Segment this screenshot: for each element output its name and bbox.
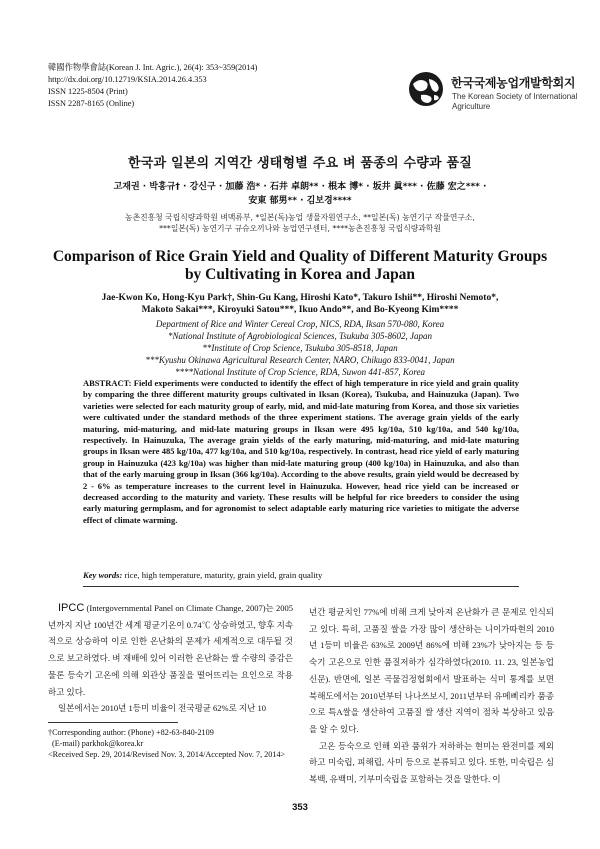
journal-header — [48, 62, 257, 110]
affiliation-line-4: ***Kyushu Okinawa Agricultural Research Center, NARO, Chikugo 833-0041, Japan — [145, 355, 455, 365]
affiliation-line-2: *National Institute of Agrobiological Sciences, Tsukuba 305-8602, Japan — [168, 331, 432, 341]
abstract-divider — [83, 586, 519, 587]
author-email[interactable]: (E-mail) parkhok@korea.kr — [52, 739, 144, 748]
keywords — [83, 570, 519, 580]
english-authors — [0, 292, 600, 316]
korean-authors-line-1: 고재권 · 박홍규† · 강신구 · 加藤 浩* · 石井 卓朗** · 根本 博* · 坂井 眞*** · 佐藤 宏之*** · — [113, 182, 487, 192]
body-paragraph: 년간 평균치인 77%에 비해 크게 낮아져 온난화가 큰 문제로 인식되고 있다. 특히, 고품질 쌀을 가장 많이 생산하는 니이가따현의 2010년 1등미 비율은 63%로 2009년 86%에 비해 23%가 낮아지는 등 등숙기 고온으로 인한 품질저하가 심각하였다(2010. 11. 23, 일본농업신문). 반면에, 일본 곡물검정협회에서 발표하는 식미 통계를 보면 북해도에서는 2010년부터 나나쓰보시, 2011년부터 유메삐리카 품종으로 특A쌀을 생산하여 고품질 쌀 생산 지역이 점차 북상하고 있음을 알 수 있다. — [309, 607, 554, 734]
globe-icon — [407, 70, 445, 108]
korean-authors-line-2: 安東 郁男** · 김보경**** — [248, 196, 352, 206]
society-name-en-2: Agriculture — [452, 102, 491, 111]
korean-authors — [0, 180, 600, 208]
keywords-text: rice, high temperature, maturity, grain yield, grain quality — [124, 570, 323, 580]
korean-affiliations — [0, 212, 600, 234]
footnote — [48, 727, 298, 760]
body-column-left — [48, 600, 293, 717]
issn-online: ISSN 2287-8165 (Online) — [48, 99, 135, 108]
journal-citation: 韓國作物學會誌(Korean J. Int. Agric.), 26(4): 353~359(2014) — [48, 63, 258, 72]
body-column-right — [309, 604, 554, 788]
english-affiliations — [0, 318, 600, 378]
abstract: ABSTRACT: Field experiments were conducted to identify the effect of high temperature in rice yield and grain quality by comparing the three different maturity groups cultivated in Iksan (Korea), Tsukuba, and Hainuzuka (Japan). Two varieties were selected for each maturity group of early, mid, and mid-late maturing from Korea, and those six varieties were cultivated under the standard methods of the three experiment stations. The average grain yields of the early maturing, mid-maturing, and mid-late maturing groups in Iksan were 495 kg/10a, 510 kg/10a, and 540 kg/10a, respectively. In Hainuzuka, The average grain yields of the early maturing, mid-maturing, and mid-late maturing groups in Iksan were 485 kg/10a, 477 kg/10a, and 510 kg/10a, respectively. In contrast, head rice yield of early maturing group in Hainuzuka (423 kg/10a) was higher than mid-late maturing group (400 kg/10a) in Hainuzuka, and also than that of the early maruing group in Iksan (366 kg/10a). According to the above results, grain yield would be decreased by 2 - 6% as temperature increases to the current level in Hainuzuka. However, head rice yield can be increased or decreased according to the maturity and variety. These results will be helpful for rice breeders to consider the using early maturing germplasm, and for agronomist to select adaptable early maturing rice varieties to mitigate the adverse effect of climate warming. — [83, 378, 519, 525]
received-dates: <Received Sep. 29, 2014/Revised Nov. 3, 2014/Accepted Nov. 7, 2014> — [48, 750, 286, 759]
affiliation-line-1: Department of Rice and Winter Cereal Crop, NICS, RDA, Iksan 570-080, Korea — [155, 319, 445, 329]
corresponding-author: †Corresponding author: (Phone) +82-63-840-2109 — [48, 728, 214, 737]
korean-affiliation-line-2: ***일본(독) 농연기구 규슈오끼나와 농업연구센터, ****농촌진흥청 국립식량과학원 — [159, 224, 441, 233]
issn-print: ISSN 1225-8504 (Print) — [48, 87, 128, 96]
korean-title: 한국과 일본의 지역간 생태형별 주요 벼 품종의 수량과 품질 — [128, 156, 472, 171]
body-paragraph: 일본에서는 2010년 1등미 비율이 전국평균 62%로 지난 10 — [58, 703, 267, 714]
korean-affiliation-line-1: 농촌진흥청 국립식량과학원 벼맥류부, *일본(독)농업 생물자원연구소, **일본(독) 농연기구 작물연구소, — [125, 213, 475, 222]
english-title — [0, 248, 600, 284]
society-name-ko: 한국국제농업개발학회지 — [451, 76, 576, 90]
keywords-label: Key words: — [83, 570, 123, 580]
page-number: 353 — [292, 802, 308, 813]
english-title-line-1: Comparison of Rice Grain Yield and Quality of Different Maturity Groups — [52, 248, 548, 265]
english-title-line-2: by Cultivating in Korea and Japan — [184, 266, 416, 283]
footnote-divider — [48, 722, 178, 723]
body-paragraph — [48, 600, 293, 700]
english-authors-line-1: Jae-Kwon Ko, Hong-Kyu Park†, Shin-Gu Kang, Hiroshi Kato*, Takuro Ishii**, Hiroshi Nemoto*, — [101, 293, 499, 303]
affiliation-line-3: **Institute of Crop Science, Tsukuba 305-8518, Japan — [202, 343, 398, 353]
paragraph-lead: IPCC — [58, 602, 85, 614]
society-name-en: The Korean Society of International — [452, 92, 578, 101]
paragraph-text: (Intergovernmental Panel on Climate Change, 2007)는 2005년까지 지난 100년간 세계 평균기온이 0.74℃ 상승하였고, 향후 지속적으로 상승하여 이로 인한 온난화의 문제가 세계적으로 대두될 것으로 보고하였다. 벼 재배에 있어 이러한 온난화는 쌀 수량의 증감은 물론 등숙기 고온에 의해 외관상 품질을 떨어뜨리는 요인으로 작용하고 있다. — [48, 603, 293, 697]
english-authors-line-2: Makoto Sakai***, Kiroyuki Satou***, Ikuo Ando**, and Bo-Kyeong Kim**** — [141, 305, 459, 315]
body-paragraph: 고온 등숙으로 인해 외관 품위가 저하하는 현미는 완전미를 제외하고 미숙립, 피해립, 사미 등으로 분류되고 있다. 또한, 미숙립은 심복백, 유백미, 기부미숙립을 포함하는 것을 말한다. 이 — [309, 740, 554, 785]
affiliation-line-5: ****National Institute of Crop Science, RDA, Suwon 441-857, Korea — [174, 367, 426, 377]
society-logo — [407, 70, 587, 126]
doi-link[interactable]: http://dx.doi.org/10.12719/KSIA.2014.26.4.353 — [48, 75, 207, 84]
